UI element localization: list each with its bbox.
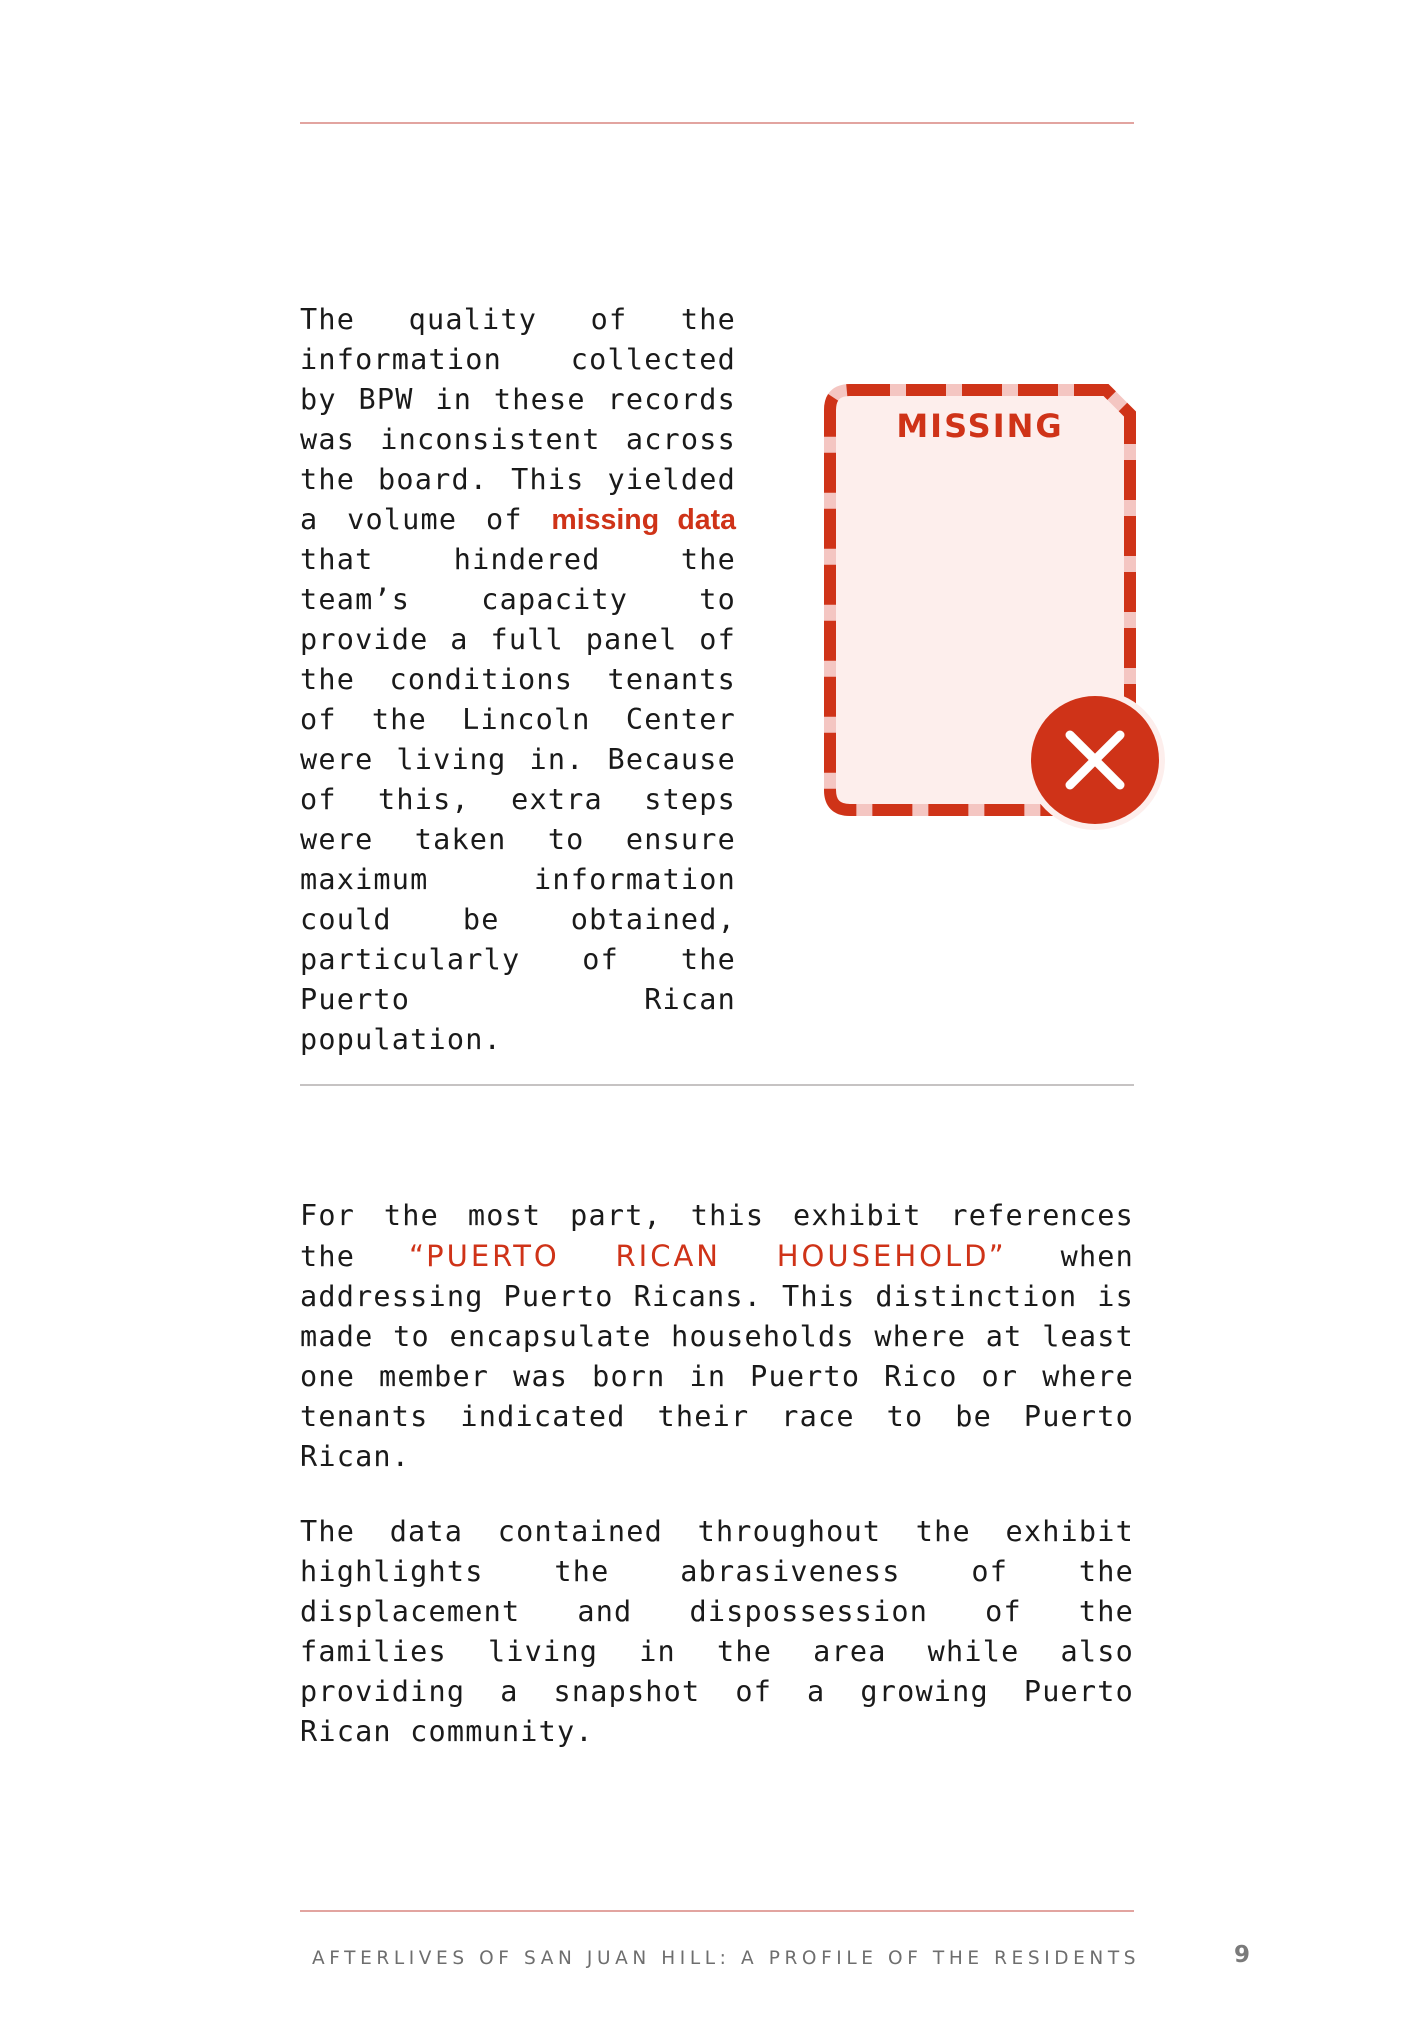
paragraph-1-text-after: that hindered the team’s capacity to provide a full panel of the conditions tenants of the Lincoln Center were living in. Because of this, extra steps were taken to ensure maximum information could be obtained, particularly of the Puerto Rican population. bbox=[300, 543, 736, 1056]
missing-data-paragraph bbox=[300, 300, 736, 1060]
paragraph-2-text-after: when addressing Puerto Ricans. This distinction is made to encapsulate households where at least one member was born in Puerto Rico or where tenants indicated their race to be Puerto Rican. bbox=[300, 1240, 1135, 1473]
household-definition-paragraph bbox=[300, 1196, 1134, 1477]
footer-title: AFTERLIVES OF SAN JUAN HILL: A PROFILE OF THE RESIDENTS bbox=[312, 1948, 1141, 1969]
page-number: 9 bbox=[1234, 1942, 1251, 1968]
top-divider bbox=[300, 122, 1134, 124]
bottom-divider bbox=[300, 1910, 1134, 1912]
close-icon bbox=[1025, 690, 1165, 830]
missing-card-illustration bbox=[820, 370, 1180, 850]
puerto-rican-household-highlight: “PUERTO RICAN HOUSEHOLD” bbox=[408, 1239, 1007, 1273]
missing-data-highlight: missing data bbox=[551, 504, 737, 536]
middle-divider bbox=[300, 1084, 1134, 1086]
paragraph-2-text-before: For the most part, this exhibit references the bbox=[300, 1199, 1134, 1273]
exhibit-summary-paragraph: The data contained throughout the exhibit highlights the abrasiveness of the displacement and dispossession of the families living in the area while also providing a snapshot of a growing Puerto Rican community. bbox=[300, 1515, 1134, 1748]
missing-label: MISSING bbox=[896, 407, 1064, 445]
paragraph-1-text-before: The quality of the information collected by BPW in these records was inconsistent across the board. This yielded a volume of bbox=[300, 303, 736, 536]
